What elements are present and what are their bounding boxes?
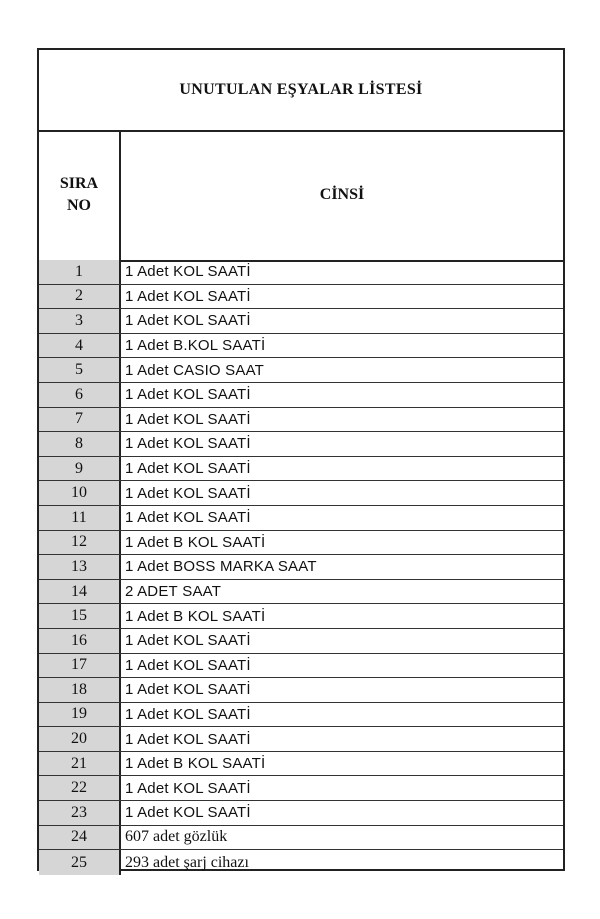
row-item-description: KOL SAATİ	[173, 656, 251, 674]
table-row	[39, 629, 563, 654]
row-item-description: KOL SAATİ	[173, 287, 251, 305]
row-item-quantity: 1 Adet	[125, 607, 169, 625]
table-row	[39, 383, 563, 408]
table-title: UNUTULAN EŞYALAR LİSTESİ	[39, 50, 563, 132]
table-row	[39, 727, 563, 752]
table-row	[39, 285, 563, 310]
table-row	[39, 580, 563, 605]
row-item-description: B KOL SAATİ	[173, 755, 266, 773]
row-item-quantity: 1 Adet	[125, 484, 169, 502]
row-item-quantity: 1 Adet	[125, 509, 169, 527]
row-item	[125, 408, 559, 432]
row-item-quantity: 2 ADET	[125, 583, 178, 601]
row-item-quantity: 1 Adet	[125, 263, 169, 281]
table-row	[39, 678, 563, 703]
row-number: 6	[39, 383, 121, 407]
row-item	[125, 260, 559, 284]
row-item-quantity: 1 Adet	[125, 460, 169, 478]
table-row	[39, 260, 563, 285]
row-item-description: KOL SAATİ	[173, 263, 251, 281]
row-item	[125, 334, 559, 358]
row-item	[125, 752, 559, 776]
table-row	[39, 776, 563, 801]
row-number: 5	[39, 358, 121, 382]
row-item-quantity: 1 Adet	[125, 312, 169, 330]
row-item-description: KOL SAATİ	[173, 804, 251, 822]
row-item	[125, 555, 559, 579]
row-item-quantity: 1 Adet	[125, 755, 169, 773]
row-item-quantity: 1 Adet	[125, 730, 169, 748]
row-item-description: KOL SAATİ	[173, 509, 251, 527]
row-number: 19	[39, 703, 121, 727]
row-item	[125, 383, 559, 407]
table-row	[39, 850, 563, 875]
row-item	[125, 654, 559, 678]
row-item-quantity: 1 Adet	[125, 632, 169, 650]
row-number: 17	[39, 654, 121, 678]
row-item	[125, 531, 559, 555]
table-row	[39, 309, 563, 334]
row-item-description: KOL SAATİ	[173, 730, 251, 748]
row-item-description: şarj cihazı	[183, 853, 249, 871]
row-number: 11	[39, 506, 121, 530]
table-row	[39, 654, 563, 679]
row-number: 12	[39, 531, 121, 555]
row-item-quantity: 1 Adet	[125, 705, 169, 723]
row-number: 15	[39, 604, 121, 628]
column-header-no	[39, 130, 121, 260]
row-item	[125, 826, 559, 850]
row-item-description: SAAT	[182, 583, 222, 601]
row-item-quantity: 1 Adet	[125, 287, 169, 305]
table-row	[39, 703, 563, 728]
row-item-description: KOL SAATİ	[173, 410, 251, 428]
row-number: 2	[39, 285, 121, 309]
table-body	[39, 260, 563, 875]
column-header-no-line2: NO	[66, 197, 91, 214]
row-item-description: KOL SAATİ	[173, 312, 251, 330]
row-number: 7	[39, 408, 121, 432]
row-number: 25	[39, 850, 121, 875]
row-item	[125, 850, 559, 875]
row-item	[125, 801, 559, 825]
row-item	[125, 604, 559, 628]
row-item-description: KOL SAATİ	[173, 705, 251, 723]
table-row	[39, 801, 563, 826]
row-item-description: B KOL SAATİ	[173, 533, 266, 551]
row-item-description: KOL SAATİ	[173, 632, 251, 650]
row-item	[125, 776, 559, 800]
row-item	[125, 506, 559, 530]
table-row	[39, 826, 563, 851]
row-item	[125, 678, 559, 702]
row-item-description: KOL SAATİ	[173, 779, 251, 797]
row-number: 22	[39, 776, 121, 800]
row-item-quantity: 1 Adet	[125, 435, 169, 453]
row-item	[125, 703, 559, 727]
row-number: 4	[39, 334, 121, 358]
row-item-quantity: 1 Adet	[125, 533, 169, 551]
row-item-quantity: 1 Adet	[125, 558, 169, 576]
row-item	[125, 481, 559, 505]
row-item-quantity: 293 adet	[125, 853, 180, 871]
row-item-description: gözlük	[183, 828, 228, 846]
row-item-quantity: 607 adet	[125, 828, 180, 846]
table-row	[39, 752, 563, 777]
row-number: 24	[39, 826, 121, 850]
column-header-no-line1: SIRA	[59, 175, 99, 192]
row-number: 8	[39, 432, 121, 456]
row-number: 21	[39, 752, 121, 776]
row-item-quantity: 1 Adet	[125, 804, 169, 822]
row-item-description: KOL SAATİ	[173, 386, 251, 404]
row-item-quantity: 1 Adet	[125, 410, 169, 428]
row-item	[125, 309, 559, 333]
table-row	[39, 531, 563, 556]
row-item	[125, 285, 559, 309]
row-number: 13	[39, 555, 121, 579]
row-item-quantity: 1 Adet	[125, 681, 169, 699]
row-item	[125, 432, 559, 456]
table-header	[39, 130, 563, 262]
row-item	[125, 358, 559, 382]
table-row	[39, 358, 563, 383]
row-item-description: BOSS MARKA SAAT	[173, 558, 317, 576]
row-number: 14	[39, 580, 121, 604]
row-item-description: KOL SAATİ	[173, 460, 251, 478]
table-row	[39, 604, 563, 629]
row-item-quantity: 1 Adet	[125, 386, 169, 404]
table-row	[39, 481, 563, 506]
table-row	[39, 506, 563, 531]
row-item-quantity: 1 Adet	[125, 361, 169, 379]
row-number: 3	[39, 309, 121, 333]
row-item-description: B.KOL SAATİ	[173, 337, 266, 355]
row-item	[125, 629, 559, 653]
row-number: 18	[39, 678, 121, 702]
row-item-quantity: 1 Adet	[125, 656, 169, 674]
lost-items-table	[37, 48, 565, 871]
row-number: 20	[39, 727, 121, 751]
row-item-description: KOL SAATİ	[173, 681, 251, 699]
row-item	[125, 457, 559, 481]
row-item	[125, 580, 559, 604]
row-number: 1	[39, 260, 121, 284]
row-item	[125, 727, 559, 751]
row-number: 10	[39, 481, 121, 505]
row-number: 16	[39, 629, 121, 653]
row-item-description: B KOL SAATİ	[173, 607, 266, 625]
table-row	[39, 334, 563, 359]
row-number: 9	[39, 457, 121, 481]
row-item-description: KOL SAATİ	[173, 484, 251, 502]
table-row	[39, 432, 563, 457]
row-number: 23	[39, 801, 121, 825]
table-row	[39, 408, 563, 433]
row-item-quantity: 1 Adet	[125, 779, 169, 797]
column-header-kind: CİNSİ	[319, 186, 365, 203]
row-item-description: KOL SAATİ	[173, 435, 251, 453]
row-item-quantity: 1 Adet	[125, 337, 169, 355]
table-row	[39, 457, 563, 482]
table-row	[39, 555, 563, 580]
row-item-description: CASIO SAAT	[173, 361, 265, 379]
